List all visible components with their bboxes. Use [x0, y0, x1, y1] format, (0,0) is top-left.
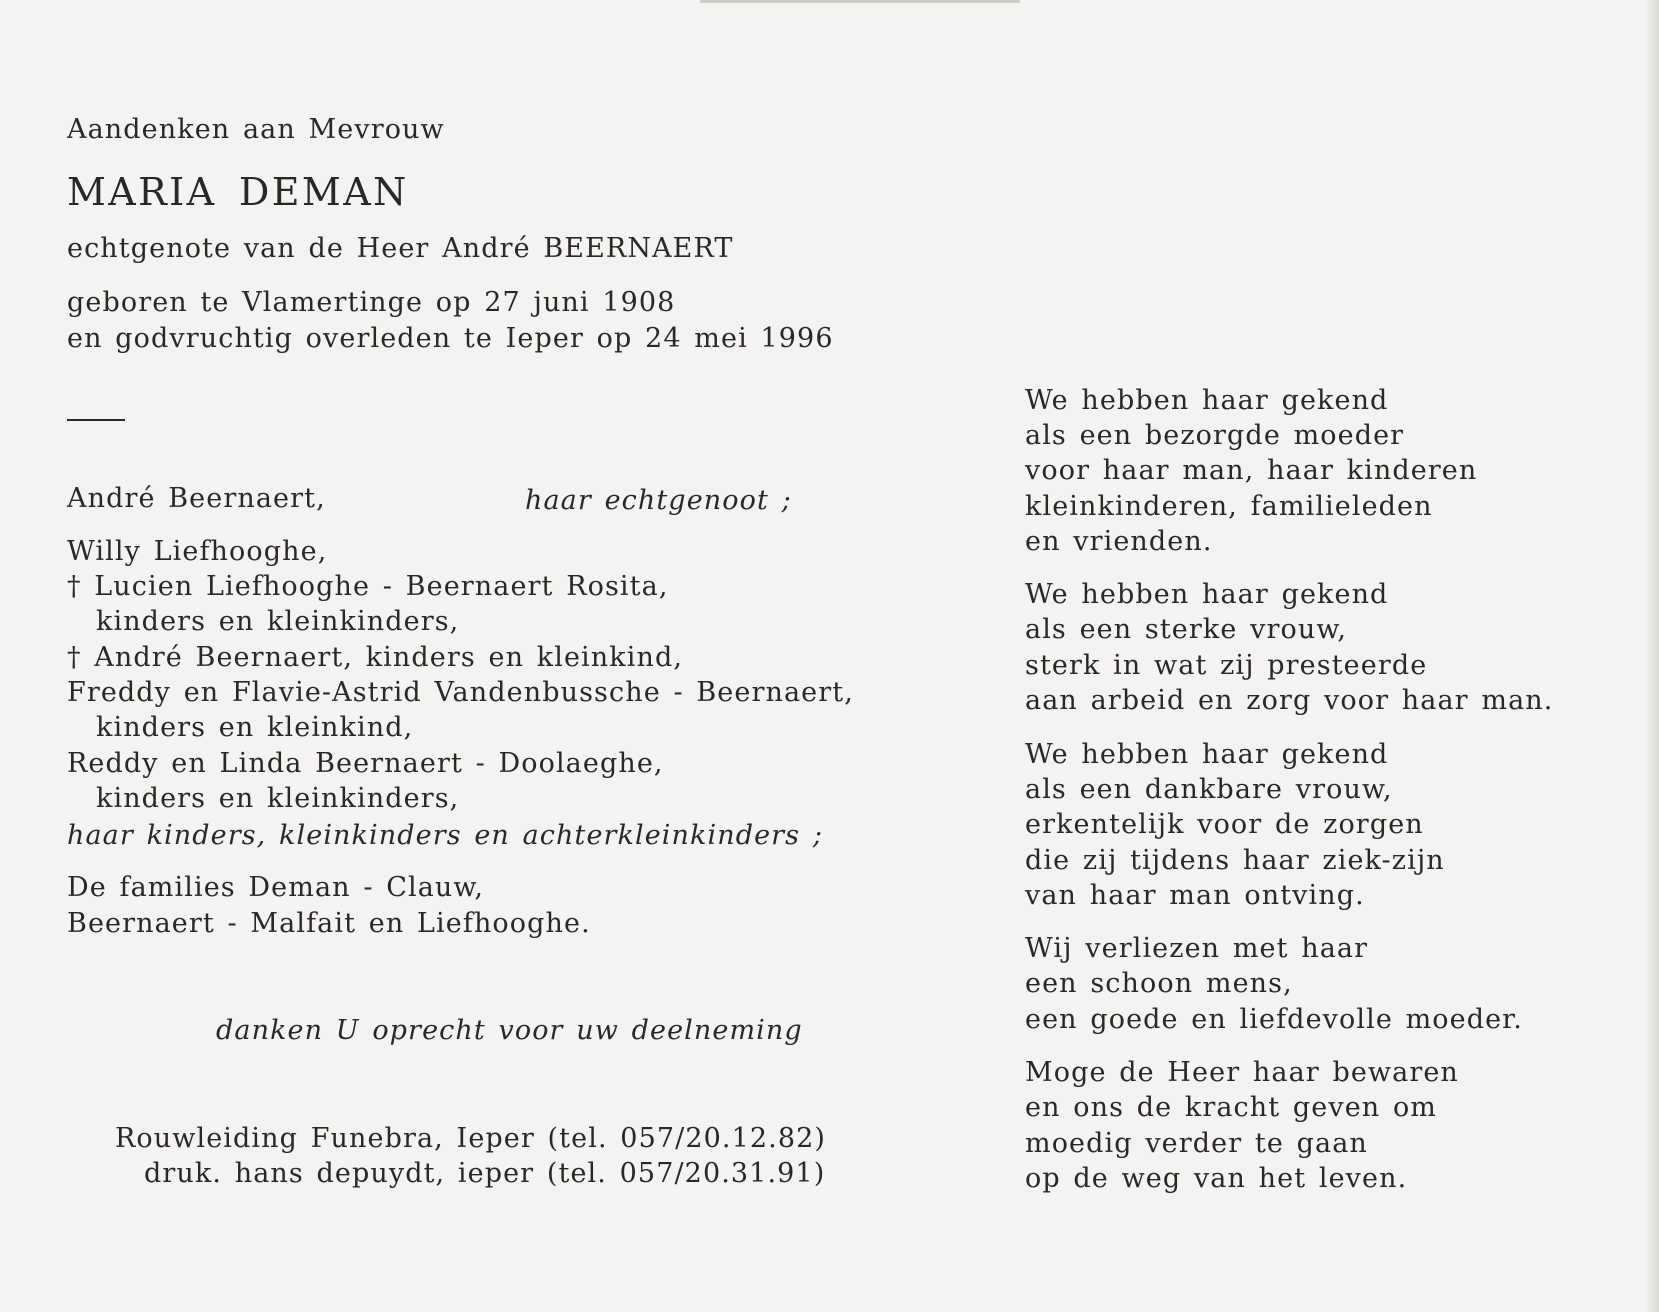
- families-line: Beernaert - Malfait en Liefhooghe.: [67, 908, 591, 939]
- separator-rule: [67, 419, 125, 421]
- families-line: De families Deman - Clauw,: [67, 872, 485, 903]
- poem-line: sterk in wat zij presteerde: [1025, 650, 1428, 681]
- thanks-line: danken U oprecht voor uw deelneming: [216, 1015, 803, 1046]
- family-line: Reddy en Linda Beernaert - Doolaeghe,: [67, 748, 664, 779]
- poem-line: op de weg van het leven.: [1025, 1163, 1408, 1194]
- poem-line: die zij tijdens haar ziek-zijn: [1025, 845, 1445, 876]
- family-line: kinders en kleinkinders,: [96, 783, 460, 814]
- spouse-line: echtgenote van de Heer André BEERNAERT: [67, 233, 734, 264]
- poem-line: als een sterke vrouw,: [1025, 614, 1348, 645]
- poem-line: moedig verder te gaan: [1025, 1128, 1368, 1159]
- intro-text: Aandenken aan Mevrouw: [67, 114, 445, 145]
- poem-line: als een dankbare vrouw,: [1025, 774, 1393, 805]
- poem-line: als een bezorgde moeder: [1025, 420, 1405, 451]
- poem-line: en ons de kracht geven om: [1025, 1092, 1438, 1123]
- printer-line: druk. hans depuydt, ieper (tel. 057/20.31.91): [144, 1158, 826, 1189]
- family-line: kinders en kleinkinders,: [96, 606, 460, 637]
- family-line: kinders en kleinkind,: [96, 712, 414, 743]
- top-edge-shadow: [700, 0, 1020, 3]
- husband-name: André Beernaert,: [67, 483, 326, 514]
- poem-line: een goede en liefdevolle moeder.: [1025, 1004, 1523, 1035]
- poem-line: Moge de Heer haar bewaren: [1025, 1057, 1459, 1088]
- deceased-name: MARIA DEMAN: [67, 170, 409, 214]
- poem-line: We hebben haar gekend: [1025, 739, 1389, 770]
- family-line: † André Beernaert, kinders en kleinkind,: [67, 642, 684, 673]
- poem-line: een schoon mens,: [1025, 968, 1293, 999]
- poem-line: voor haar man, haar kinderen: [1025, 455, 1478, 486]
- right-edge-shadow: [1645, 0, 1659, 1312]
- family-line: Freddy en Flavie-Astrid Vandenbussche - Beernaert,: [67, 677, 854, 708]
- poem-line: We hebben haar gekend: [1025, 385, 1389, 416]
- poem-line: en vrienden.: [1025, 526, 1213, 557]
- funeral-director-line: Rouwleiding Funebra, Ieper (tel. 057/20.12.82): [115, 1123, 827, 1154]
- husband-role: haar echtgenoot ;: [525, 485, 792, 516]
- poem-line: van haar man ontving.: [1025, 880, 1365, 911]
- death-line: en godvruchtig overleden te Ieper op 24 mei 1996: [67, 323, 834, 354]
- family-line: † Lucien Liefhooghe - Beernaert Rosita,: [67, 571, 669, 602]
- poem-line: aan arbeid en zorg voor haar man.: [1025, 685, 1554, 716]
- poem-line: erkentelijk voor de zorgen: [1025, 809, 1424, 840]
- poem-line: Wij verliezen met haar: [1025, 933, 1369, 964]
- family-line: Willy Liefhooghe,: [67, 536, 328, 567]
- family-role: haar kinders, kleinkinders en achterkleinkinders ;: [67, 820, 824, 851]
- poem-line: We hebben haar gekend: [1025, 579, 1389, 610]
- birth-line: geboren te Vlamertinge op 27 juni 1908: [67, 287, 676, 318]
- poem-line: kleinkinderen, familieleden: [1025, 491, 1433, 522]
